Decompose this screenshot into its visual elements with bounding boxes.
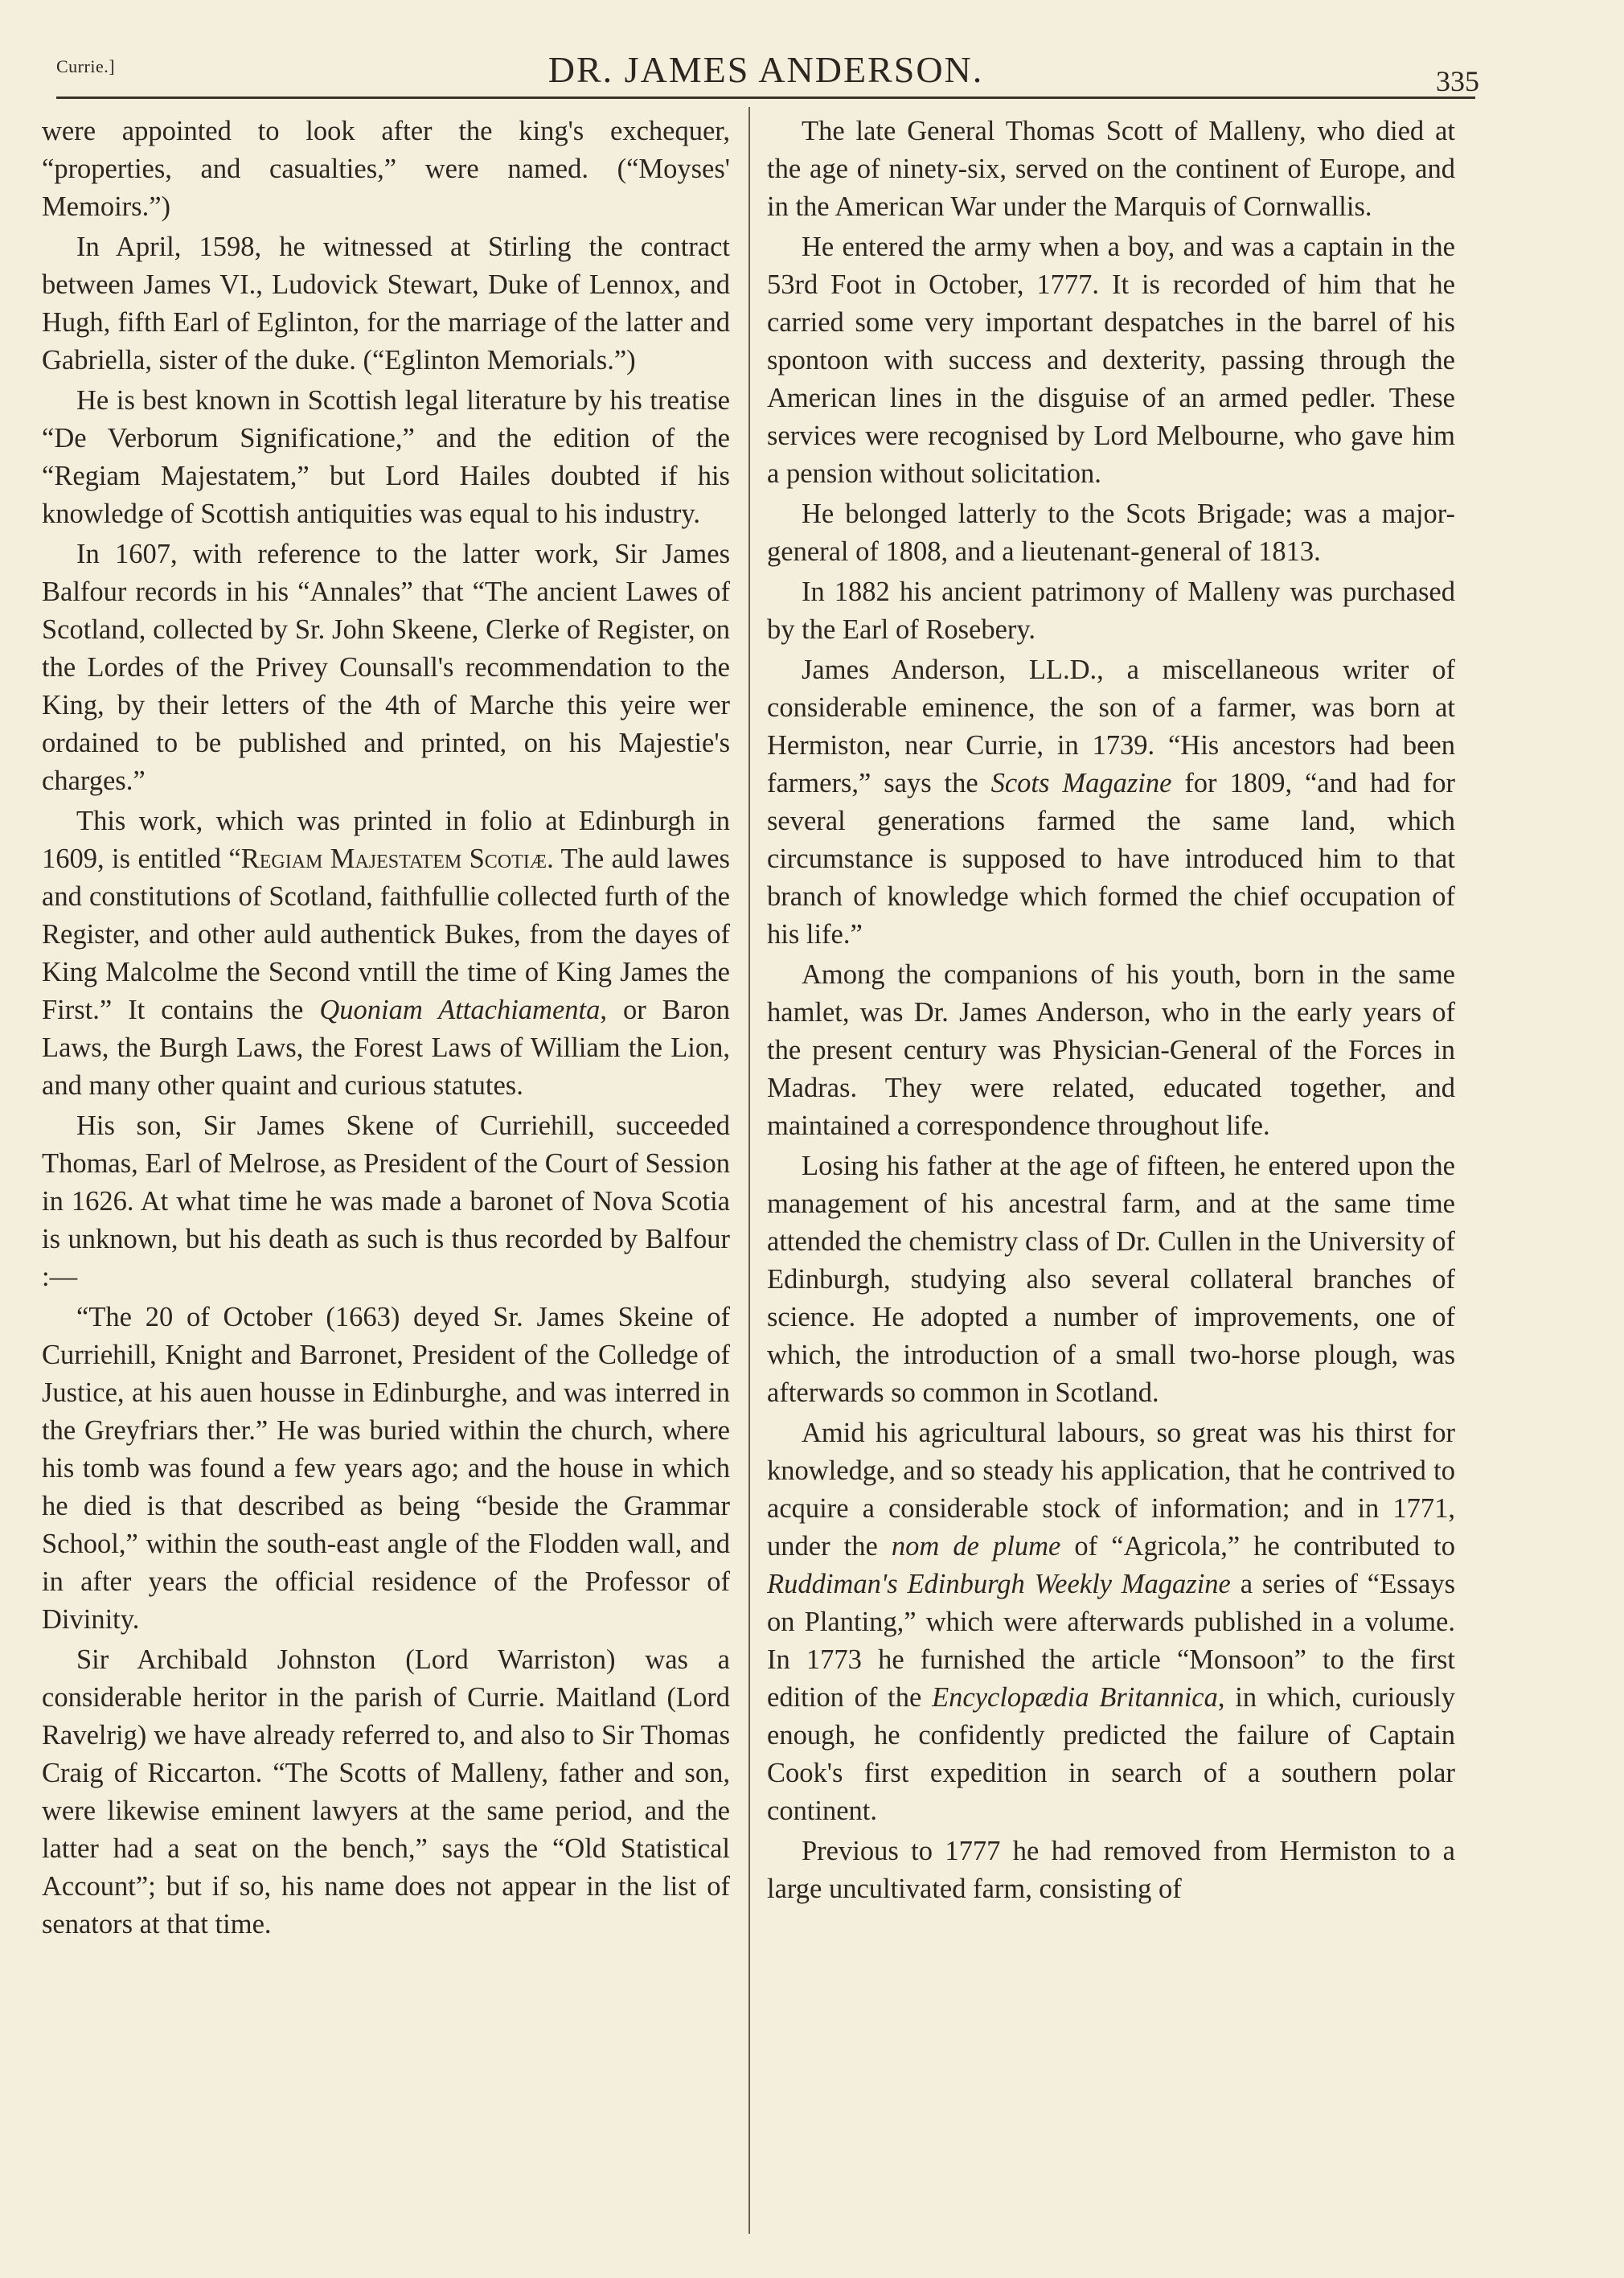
paragraph [767, 1147, 1455, 1412]
paragraph [42, 1107, 730, 1296]
left-column [42, 113, 730, 1946]
page-number: 335 [1436, 65, 1479, 97]
paragraph-text: He belonged latterly to the Scots Brigade; was a major-general of 1808, and a lieutenant-general of 1813. [767, 499, 1455, 567]
paragraph [42, 113, 730, 226]
paragraph [42, 536, 730, 800]
italic-title: Quoniam Attachiamenta [319, 995, 601, 1025]
running-title: DR. JAMES ANDERSON. [547, 49, 984, 90]
paragraph-text: He is best known in Scottish legal literature by his treatise “De Verborum Significatione,” and the edition of the “Regiam Majestatem,” but Lord Hailes doubted if his knowledge of Scottish antiquities was equal to his industry. [42, 385, 730, 529]
paragraph-text: He entered the army when a boy, and was a captain in the 53rd Foot in October, 1777. It is recorded of him that he carried some very important despatches in the barrel of his spontoon with success and dexterity, passing through the American lines in the disguise of an armed pedler. These services were recognised by Lord Melbourne, who gave him a pension without solicitation. [767, 232, 1455, 489]
paragraph-text: Previous to 1777 he had removed from Hermiston to a large uncultivated farm, consisting of [767, 1836, 1455, 1904]
paragraph [767, 651, 1455, 954]
paragraph-text: In 1607, with reference to the latter work, Sir James Balfour records in his “Annales” that “The ancient Lawes of Scotland, collected by Sr. John Skeene, Clerke of Register, on the Lordes of the Privey Counsall's recommendation to the King, by their letters of the 4th of Marche this yeire wer ordained to be published and printed, on his Majestie's charges.” [42, 539, 730, 796]
paragraph-text: for 1809, “and had for several generations farmed the same land, which circumstance is supposed to have introduced him to that branch of knowledge which formed the chief occupation of his life.” [767, 768, 1455, 950]
paragraph [42, 1641, 730, 1943]
paragraph-text: His son, Sir James Skene of Curriehill, succeeded Thomas, Earl of Melrose, as President of the Court of Session in 1626. At what time he was made a baronet of Nova Scotia is unknown, but his death as such is thus recorded by Balfour :— [42, 1110, 730, 1292]
paragraph-text: were appointed to look after the king's exchequer, “properties, and casualties,” were named. (“Moyses' Memoirs.”) [42, 116, 730, 222]
paragraph [42, 1299, 730, 1639]
paragraph [42, 228, 730, 380]
paragraph-text: Losing his father at the age of fifteen, he entered upon the management of his ancestral farm, and at the same time attended the chemistry class of Dr. Cullen in the University of Edinburgh, studying also several collateral branches of science. He adopted a number of improvements, one of which, the introduction of a small two-horse plough, was afterwards so common in Scotland. [767, 1151, 1455, 1408]
paragraph-text: of “Agricola,” he contributed to [1060, 1531, 1455, 1562]
paragraph-text: In April, 1598, he witnessed at Stirling the contract between James VI., Ludovick Stewart, Duke of Lennox, and Hugh, fifth Earl of Eglinton, for the marriage of the latter and Gabriella, sister of the duke. (“Eglinton Memorials.”) [42, 232, 730, 376]
paragraph [767, 573, 1455, 649]
paragraph-text: In 1882 his ancient patrimony of Malleny was purchased by the Earl of Rosebery. [767, 577, 1455, 645]
paragraph [767, 228, 1455, 493]
italic-title: Scots Magazine [990, 768, 1172, 798]
paragraph [767, 113, 1455, 226]
page-header [56, 40, 1479, 99]
paragraph-text: . The auld lawes and constitutions of Scotland, faithfullie collected furth of the Register, and other auld authentick Bukes, from the dayes of King Malcolme the Second vntill the time of King James the First.” It contains the [42, 843, 730, 1025]
paragraph-text: , or Baron Laws, the Burgh Laws, the Forest Laws of William the Lion, and many other quaint and curious statutes. [42, 995, 730, 1101]
paragraph-text: Among the companions of his youth, born in the same hamlet, was Dr. James Anderson, who in the early years of the present century was Physician-General of the Forces in Madras. They were related, educated together, and maintained a correspondence throughout life. [767, 959, 1455, 1141]
paragraph [42, 382, 730, 533]
paragraph-text: Amid his agricultural labours, so great was his thirst for knowledge, and so steady his application, that he contrived to acquire a considerable stock of information; and in 1771, under the [767, 1418, 1455, 1562]
paragraph-text: Sir Archibald Johnston (Lord Warriston) was a considerable heritor in the parish of Currie. Maitland (Lord Ravelrig) we have already referred to, and also to Sir Thomas Craig of Riccarton. “The Scotts of Malleny, father and son, were likewise eminent lawyers at the same period, and the latter had a seat on the bench,” says the “Old Statistical Account”; but if so, his name does not appear in the list of senators at that time. [42, 1644, 730, 1939]
paragraph-text: This work, which was printed in folio at Edinburgh in 1609, is entitled “ [42, 806, 730, 874]
paragraph-text: “The 20 of October (1663) deyed Sr. James Skeine of Curriehill, Knight and Barronet, President of the Colledge of Justice, at his auen housse in Edinburghe, and was interred in the Greyfriars ther.” He was buried within the church, where his tomb was found a few years ago; and the house in which he died is that described as being “beside the Grammar School,” within the south-east angle of the Flodden wall, and in after years the official residence of the Professor of Divinity. [42, 1302, 730, 1635]
right-column [767, 113, 1455, 1911]
paragraph [767, 495, 1455, 571]
paragraph [767, 1414, 1455, 1830]
running-head-left: Currie.] [56, 56, 116, 76]
paragraph [42, 802, 730, 1105]
paragraph [767, 956, 1455, 1145]
paragraph [767, 1833, 1455, 1908]
italic-phrase: nom de plume [891, 1531, 1061, 1562]
column-divider [748, 107, 750, 2234]
paragraph-text: James Anderson, LL.D., a miscellaneous writer of considerable eminence, the son of a farmer, was born at Hermiston, near Currie, in 1739. “His ancestors had been farmers,” says the [767, 655, 1455, 798]
paragraph-text: The late General Thomas Scott of Malleny, who died at the age of ninety-six, served on the continent of Europe, and in the American War under the Marquis of Cornwallis. [767, 116, 1455, 222]
italic-title: Ruddiman's Edinburgh Weekly Magazine [767, 1569, 1231, 1599]
italic-title: Encyclopædia Britannica [932, 1682, 1218, 1713]
paragraph-text: , in which, curiously enough, he confidently predicted the failure of Captain Cook's first expedition in search of a southern polar continent. [767, 1682, 1455, 1826]
book-title-small-caps: Regiam Majestatem Scotiæ [240, 843, 547, 874]
paragraph-text: a series of “Essays on Planting,” which were afterwards published in a volume. In 1773 he furnished the article “Monsoon” to the first edition of the [767, 1569, 1455, 1713]
